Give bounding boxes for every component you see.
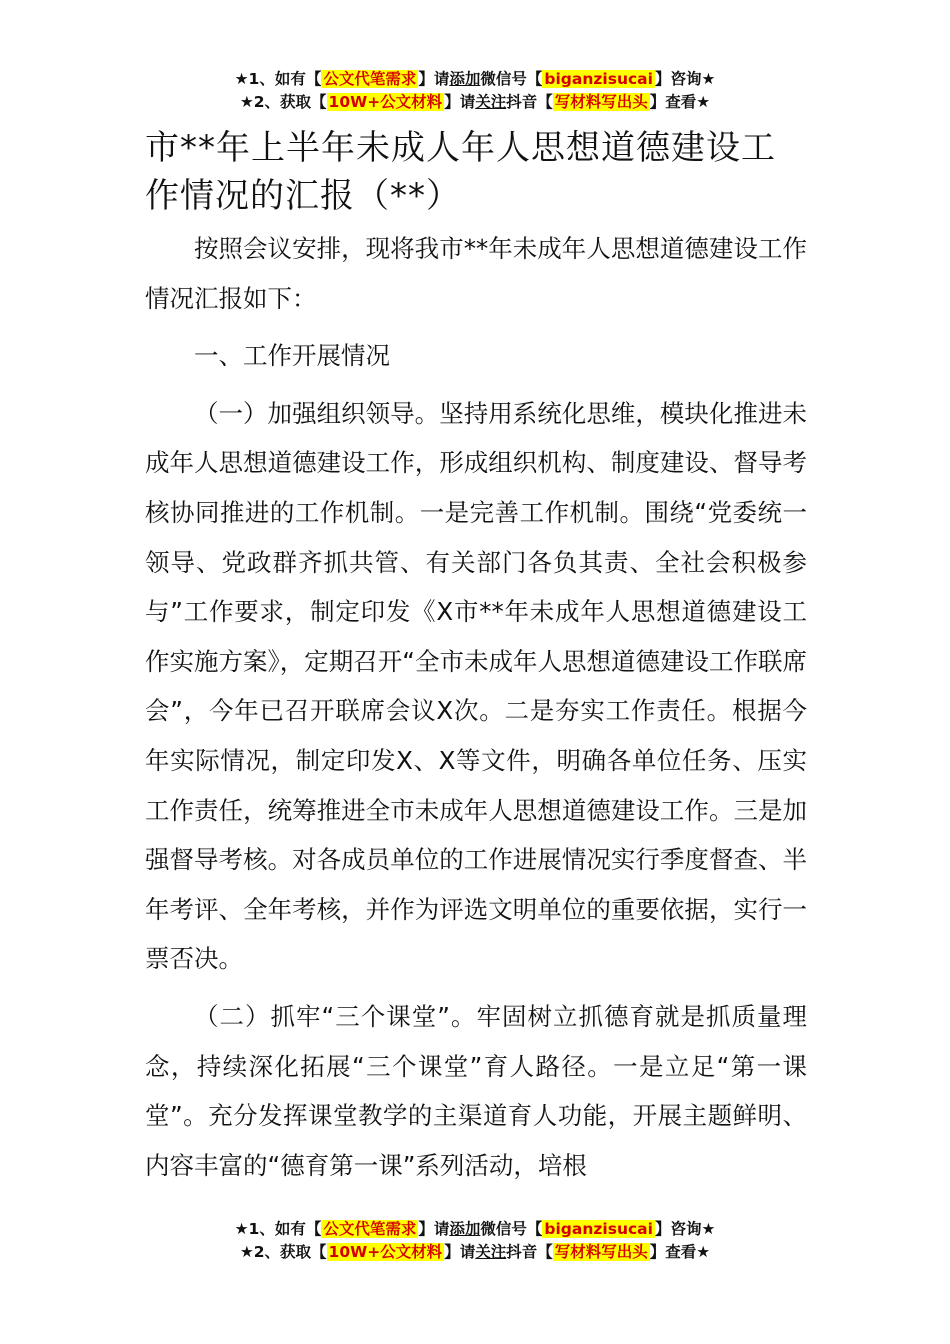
promo-text: 】请 <box>444 1243 476 1261</box>
promo-text: ★1、如有【 <box>234 70 322 88</box>
promo-text: 】咨询★ <box>654 1220 716 1238</box>
section-heading: 一、工作开展情况 <box>194 341 390 371</box>
promo-text: 】查看★ <box>649 93 711 111</box>
promo-text: 微信号【 <box>480 70 543 88</box>
promo-underline: 关注 <box>475 93 507 111</box>
promo-line-2 <box>0 91 950 114</box>
promo-text: 】请 <box>418 1220 450 1238</box>
promo-banner-bottom <box>0 1218 950 1264</box>
promo-text: 】咨询★ <box>654 70 716 88</box>
promo-text: ★2、获取【 <box>239 1243 327 1261</box>
paragraph-organization: （一）加强组织领导。坚持用系统化思维，模块化推进未成年人思想道德建设工作，形成组织机构、制度建设、督导考核协同推进的工作机制。一是完善工作机制。围绕“党委统一领导、党政群齐抓共管、有关部门各负其责、全社会积极参与”工作要求，制定印发《X市**年未成年人思想道德建设工作实施方案》，定期召开“全市未成年人思想道德建设工作联席会”，今年已召开联席会议X次。二是夯实工作责任。根据今年实际情况，制定印发X、X等文件，明确各单位任务、压实工作责任，统筹推进全市未成年人思想道德建设工作。三是加强督导考核。对各成员单位的工作进展情况实行季度督查、半年考评、全年考核，并作为评选文明单位的重要依据，实行一票否决。 <box>145 398 807 974</box>
promo-text: 抖音【 <box>506 93 553 111</box>
promo-line-1 <box>0 1218 950 1241</box>
promo-underline: 添加 <box>449 70 481 88</box>
promo-highlight: 10W+公文材料 <box>328 93 443 111</box>
promo-text: 抖音【 <box>506 1243 553 1261</box>
promo-text: ★1、如有【 <box>234 1220 322 1238</box>
promo-highlight: biganzisucai <box>544 1220 653 1238</box>
paragraph-intro: 按照会议安排，现将我市**年未成年人思想道德建设工作情况汇报如下： <box>145 234 807 313</box>
promo-text: ★2、获取【 <box>239 93 327 111</box>
promo-banner-top <box>0 68 950 114</box>
promo-highlight: 10W+公文材料 <box>328 1243 443 1261</box>
promo-highlight: 公文代笔需求 <box>323 1220 417 1238</box>
promo-line-2 <box>0 1241 950 1264</box>
promo-underline: 关注 <box>475 1243 507 1261</box>
promo-text: 】查看★ <box>649 1243 711 1261</box>
promo-highlight: 写材料写出头 <box>554 1243 648 1261</box>
promo-text: 】请 <box>418 70 450 88</box>
promo-highlight: biganzisucai <box>544 70 653 88</box>
promo-text: 微信号【 <box>480 1220 543 1238</box>
document-title: 市**年上半年未成人年人思想道德建设工作情况的汇报（**） <box>145 128 776 216</box>
promo-text: 】请 <box>444 93 476 111</box>
paragraph-classrooms: （二）抓牢“三个课堂”。牢固树立抓德育就是抓质量理念，持续深化拓展“三个课堂”育人路径。一是立足“第一课堂”。充分发挥课堂教学的主渠道育人功能，开展主题鲜明、内容丰富的“德育第一课”系列活动，培根 <box>145 1001 807 1180</box>
promo-highlight: 公文代笔需求 <box>323 70 417 88</box>
promo-underline: 添加 <box>449 1220 481 1238</box>
promo-line-1 <box>0 68 950 91</box>
promo-highlight: 写材料写出头 <box>554 93 648 111</box>
document-body <box>145 124 807 1190</box>
